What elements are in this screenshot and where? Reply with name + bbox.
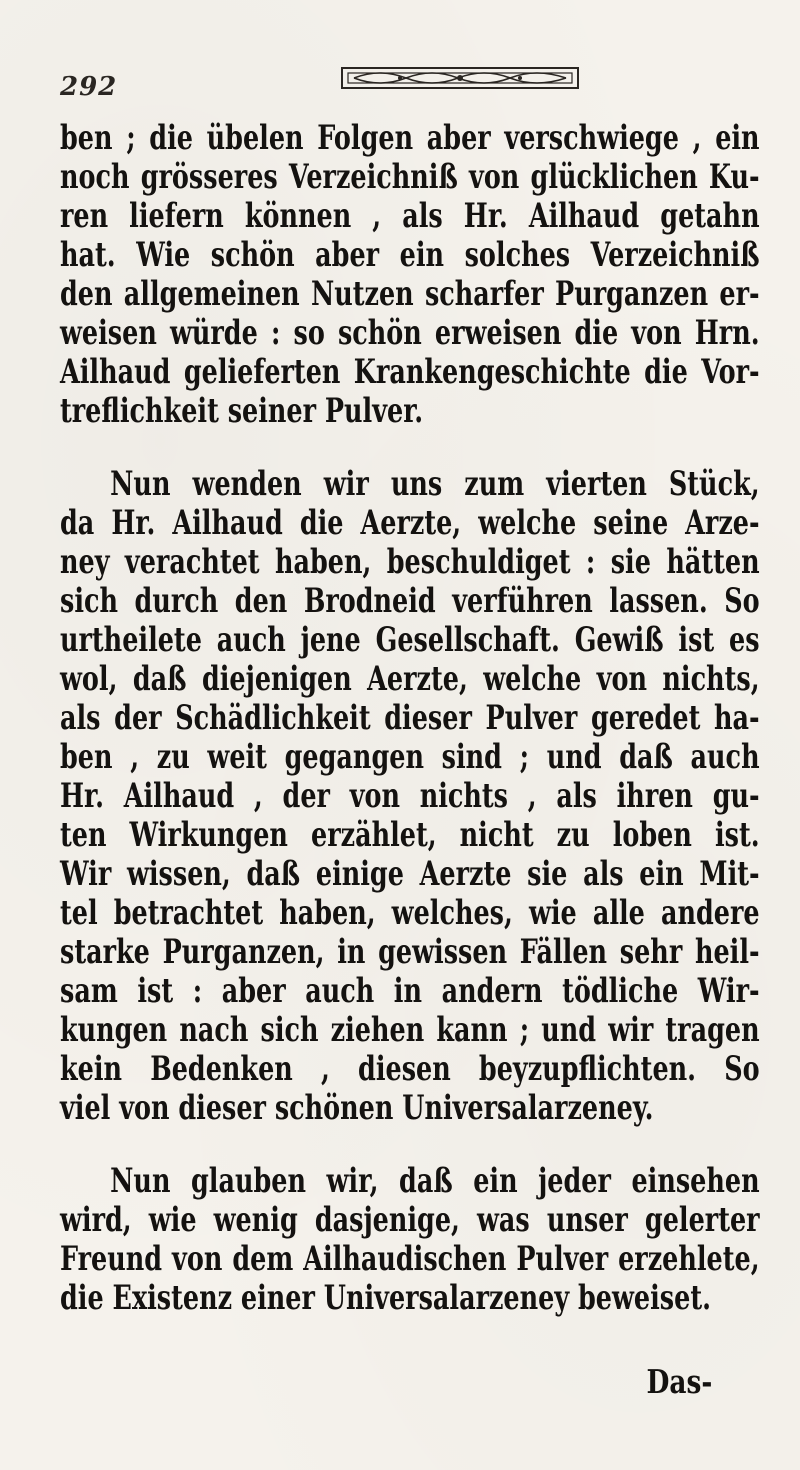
text-line: treflichkeit seiner Pulver. [60, 391, 424, 430]
text-line: sam ist : aber auch in andern tödliche Wir- [60, 971, 760, 1010]
text-line: Wir wissen, daß einige Aerzte sie als ein Mit- [60, 854, 760, 893]
text-line: kungen nach sich ziehen kann ; und wir tragen [60, 1010, 760, 1049]
text-line: ney verachtet haben, beschuldiget : sie hätten [60, 542, 760, 581]
text-line: Nun glauben wir, daß ein jeder einsehen [110, 1161, 760, 1200]
text-line: wol, daß diejenigen Aerzte, welche von nichts, [60, 659, 760, 698]
text-line: noch grösseres Verzeichniß von glücklichen Ku- [60, 157, 760, 196]
header-ornament-icon [340, 64, 580, 92]
text-line: die Existenz einer Universalarzeney beweiset. [60, 1278, 711, 1317]
catchword: Das- [646, 1362, 712, 1401]
text-line: Ailhaud gelieferten Krankengeschichte die Vor- [60, 352, 760, 391]
text-line: starke Purganzen, in gewissen Fällen sehr heil- [60, 932, 760, 971]
paragraph-1 [60, 118, 760, 430]
text-line: viel von dieser schönen Universalarzeney. [60, 1088, 654, 1127]
text-line: ren liefern können , als Hr. Ailhaud getahn [60, 196, 760, 235]
text-line: da Hr. Ailhaud die Aerzte, welche seine Arze- [60, 503, 760, 542]
text-line: als der Schädlichkeit dieser Pulver geredet ha- [60, 698, 760, 737]
text-line: Nun wenden wir uns zum vierten Stück, [110, 464, 760, 503]
paragraph-3 [60, 1161, 760, 1317]
text-line: ten Wirkungen erzählet, nicht zu loben ist. [60, 815, 760, 854]
page-header [60, 60, 760, 106]
text-line: ben ; die übelen Folgen aber verschwiege , ein [60, 118, 760, 157]
page-number: 292 [60, 72, 118, 102]
text-line: den allgemeinen Nutzen scharfer Purganzen er- [60, 274, 760, 313]
text-line: hat. Wie schön aber ein solches Verzeichniß [60, 235, 760, 274]
paragraph-2 [60, 464, 760, 1127]
text-line: Hr. Ailhaud , der von nichts , als ihren gu- [60, 776, 760, 815]
text-line: Freund von dem Ailhaudischen Pulver erzehlete, [60, 1239, 760, 1278]
text-body [60, 118, 760, 1317]
text-line: urtheilete auch jene Gesellschaft. Gewiß ist es [60, 620, 760, 659]
text-line: sich durch den Brodneid verführen lassen. So [60, 581, 760, 620]
text-line: wird, wie wenig dasjenige, was unser gelerter [60, 1200, 760, 1239]
text-line: tel betrachtet haben, welches, wie alle andere [60, 893, 760, 932]
text-line: kein Bedenken , diesen beyzupflichten. So [60, 1049, 760, 1088]
text-line: ben , zu weit gegangen sind ; und daß auch [60, 737, 760, 776]
text-line: weisen würde : so schön erweisen die von Hrn. [60, 313, 760, 352]
